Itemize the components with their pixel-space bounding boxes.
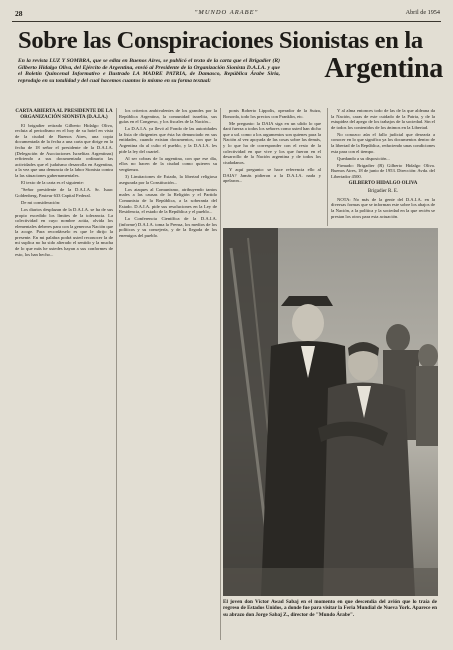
crowd-person-head: [386, 324, 410, 352]
paragraph: Los diarios desplazan de la D.A.I.A. se ha de sus propio excedido los límites de la tolerancia. La colectividad en cuyo nombre actúa, olvida los elementales deberes para con la generosa Nación que la acoge. Para recordárselo es que le dirijo la presente. En mi palabra podrá usted reconocer la de mi suplica no ha sido alterado el sentido y la mucha de lo que más he ustedes hayan a sus conformes de esto, los han hecho...: [15, 206, 113, 257]
column-divider: [116, 108, 117, 640]
page-number: 28: [15, 9, 23, 18]
photo-caption: El joven don Víctor Awad Sabaj en el momento en que descendía del avión que lo traía de regreso de Estados Unidos, a donde fue para visitar la Feria Mundial de Nueva York. Aparece en su abrazo don Jorge Sabaj Z., director de "Mundo Árabe".: [223, 599, 437, 618]
crowd-person-head: [418, 344, 438, 368]
headline-line1: Sobre las Conspiraciones Sionistas en la: [18, 27, 423, 54]
page-header: [11, 7, 442, 19]
person-coat: [323, 382, 415, 596]
column-heading: CARTA ABIERTA AL PRESIDENTE DE LA ORGANIZACIÓN SIONISTA (D.A.I.A.): [15, 109, 113, 120]
paragraph: los criterios ambivalentes de los grandes por la República Argentina, la comunidad israelita, sus guías en el Congreso, y los fiscales de la Nación...: [119, 108, 217, 125]
column-divider: [220, 108, 221, 640]
person-face: [292, 304, 324, 342]
issue-date: Abril de 1954: [405, 9, 440, 16]
article-column-3: [223, 108, 321, 230]
paragraph: El brigadier retirado Gilberto Hidalgo Oliva, recluta al periodismo en el hoy de su hotel en vista de la ciudad de Buenos Aires, una copia documentada de la fecha a una carta que dirige en la fecha de 18 señor el presidente de la D.A.I.A. (Delegación de Asociaciones Israelitas Argentinas) refiriendo a sus documentada ordinaria las actividades que el judaísmo desarrolla en Argentina, a la vez que una denuncia de la labor Sionista contra la las situaciones gubernamentales.: [15, 122, 113, 178]
paragraph: Al ser cobras de la argentina, con que ese día, ellos no hacen de la ciudad como quieren su vergüenza.: [119, 155, 217, 172]
tarmac: [223, 568, 438, 596]
paragraph: Me pregunto: la DAIA siga en un ulido lo que dará fuerza a todos los señores como usted han dicho que a ud. como a los argumentos son quienes para la Nación al vez apoyada de las cosas sobre las demás, y lo que ha de corresponder con el resto de la colectividad en que vive y los que fueron en el desarrollo de la Nación argentina y de todos los ciudadanos.: [223, 120, 321, 165]
lead-paragraph: En la revista LUZ Y SOMBRA, que se edita en Buenos Aires, se publicó el texto de la carta que el Brigadier (R) Gilberto Hidalgo Oliva, del Ejército de Argentina, envió al Presidente de la Organización Sionista D.A.I.A. y que el Boletín Quincenal Informativo e Ilustrado LA MADRE PATRIA, de Damasco, República Árabe Siria, reprodujo en su totalidad y del cual hacemos cuantos lo mismo en su forma textual:: [18, 58, 280, 85]
paragraph: 3) Limitaciones de Estado, la libertad religiosa asegurada por la Constitución...: [119, 174, 217, 185]
paragraph: El texto de la carta es el siguiente:: [21, 180, 84, 186]
paragraph: Y aquí pregunto: se hace referencia ello al DAIA? Jamás pidieron a la D.A.I.A. nada y apelaron...: [223, 166, 321, 184]
signature-title: Brigadier R. E.: [367, 188, 399, 194]
article-column-2: [119, 108, 217, 640]
note-paragraph: NOTA: No más de la gente del D.A.I.A. en la diversas formas que se informan este sobre los abajos de la Nación, a la política y la sociedad en la que recién se prestan los otros para esta actuación.: [331, 196, 435, 219]
column-divider: [327, 108, 328, 226]
paragraph: La Conferencia Científica de la D.A.I.A. (informe) D.A.I.A. toma la Prensa, los medios de los políticos y su consejería, y de la llegada de los enemigos del pueblo.: [119, 216, 217, 238]
paragraph: Y al alma entonces todo de las de la que aldeana da la Nación, caras de este cuidado de la Patria, y de la estupidez del apego de los trabajos de la sociedad. Sin el de todos los contenidos de los ánimos en la Libertad.: [331, 108, 435, 130]
signature-name: GILBERTO HIDALGO OLIVA: [348, 181, 418, 187]
header-rule: [12, 21, 441, 22]
paragraph: Los ataques al Comunismo, atribuyendo tantos males a las causas de la Religión y el Partido Comunista de la República, a la soberanía del Estado. D.A.I.A. pide sus resoluciones en la Ley de Residencia, el estado de la República y el pueblo...: [119, 186, 217, 215]
crowd-person-body: [416, 366, 438, 446]
paragraph: De mi consideración:: [21, 199, 61, 205]
paragraph: No conozco aún el fallo judicial que desearía a conocer en lo que significa ya los documentos dentro de la libertad de la República, reduciendo unas condiciones esta para con el tiempo.: [331, 131, 435, 154]
paragraph: Quedando a su disposición...: [337, 155, 390, 161]
paragraph: Firmado: Brigadier (R) Gilberto Hidalgo Oliva. Buenos Aires, 18 de junio de 1953. Dirección: Avda. del Libertador 4500.: [331, 162, 435, 180]
publication-name: "MUNDO ARABE": [194, 9, 259, 16]
news-photo: [223, 228, 438, 596]
paragraph: "Señor presidente de la D.A.I.A. Sr. Isaac Goldenberg, Pasteur 633 Capital Federal.: [15, 187, 113, 198]
paragraph: La D.A.I.A. ya llevó al Fondo de las autoridades la lista de dirigentes que ésta ha denunciado en sus entidades, cuando existan documentos, con que la Argentina da al culto el pueblo, y la D.A.I.A. les pide la ley del cuartel.: [119, 126, 217, 154]
article-column-1: [15, 108, 113, 640]
headline-line2: Argentina: [324, 53, 443, 84]
paragraph: ponis Roberto Lippolis, operador de la Suiza, Bonorda, todo los precios con Franklin, etc.: [223, 108, 321, 119]
article-column-4: [331, 108, 435, 226]
